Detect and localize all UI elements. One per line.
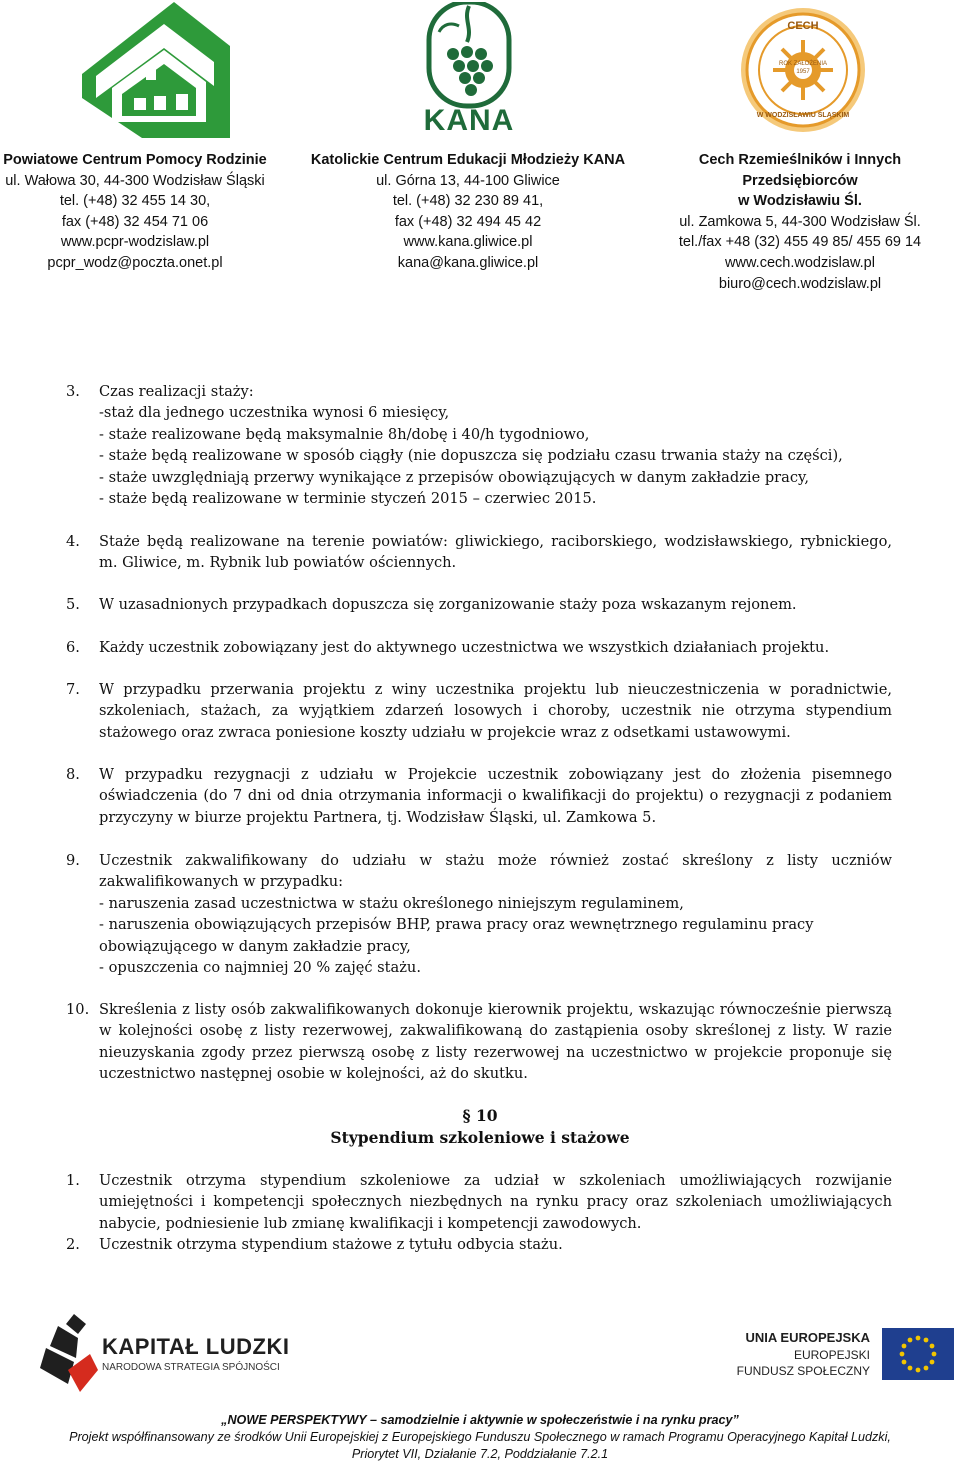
cech-email: biuro@cech.wodzislaw.pl [718,275,882,292]
pcpr-website: www.pcpr-wodzislaw.pl [60,234,210,251]
item-number: 1. [66,1172,80,1189]
cech-logo-text: CECH [787,20,819,32]
item-8 [66,764,892,828]
item-text: W przypadku przerwania projektu z winy uczestnika projektu lub nieuczestniczenia w poradnictwie, szkoleniach, stażach, za wyjątkiem zdarzeń losowych i choroby, uczestnik nie otrzyma stypendium stażowego oraz zwraca poniesione koszty udziału w projekcie wraz z odsetkami ustawowymi. [99,681,892,741]
item-number: 9. [66,852,80,869]
section-number: § 10 [462,1106,498,1125]
item-number: 10. [66,1001,90,1018]
cech-name-line2: w Wodzisławiu Śl. [738,193,862,210]
cech-address: ul. Zamkowa 5, 44-300 Wodzisław Śl. [679,213,921,230]
item-text: Uczestnik otrzyma stypendium stażowe z tytułu odbycia stażu. [99,1236,563,1253]
pcpr-name: Powiatowe Centrum Pomocy Rodzinie [3,152,267,168]
item-3 [66,381,892,509]
item-number: 7. [66,681,80,698]
kana-phone: tel. (+48) 32 230 89 41, [392,193,544,210]
cech-phone: tel./fax +48 (32) 455 49 85/ 455 69 14 [678,234,922,251]
item-text: W uzasadnionych przypadkach dopuszcza się zorganizowanie staży poza wskazanym rejonem. [99,596,797,613]
item-line: - opuszczenia co najmniej 20 % zajęć stażu. [99,959,421,977]
item-line: - naruszenia obowiązujących przepisów BHP, prawa pracy oraz wewnętrznego regulaminu pracy obowiązującego w danym zakładzie pracy, [99,916,814,955]
cech-logo-inner-text: ROK ZAŁOŻENIA 1957 [778,61,827,75]
item-number: 3. [66,383,80,400]
item-number: 5. [66,596,80,613]
pcpr-fax: fax (+48) 32 454 71 06 [61,213,209,230]
header-kana [296,150,640,274]
kl-title: KAPITAŁ LUDZKI [102,1334,290,1359]
item-5 [66,594,892,615]
kana-address: ul. Górna 13, 44-100 Gliwice [376,172,560,189]
pcpr-logo [82,2,230,138]
footer-slogan: „NOWE PERSPEKTYWY – samodzielnie i aktywnie w społeczeństwie i na rynku pracy” [221,1413,739,1427]
cech-logo-ring-text: W WODZISŁAWIU ŚLĄSKIM [756,112,850,119]
pcpr-phone: tel. (+48) 32 455 14 30, [59,193,211,210]
item-text: Uczestnik otrzyma stypendium szkoleniowe za udział w szkoleniach umożliwiających rozwijanie umiejętności i kompetencji społecznych niezbędnych na rynku pracy oraz szkoleniach umożliwiających nabycie, podniesienie lub zmianę kwalifikacji i kompetencji zawodowych. [99,1172,892,1232]
eu-title: UNIA EUROPEJSKA [745,1330,870,1345]
header-pcpr [0,150,270,274]
item-text: Każdy uczestnik zobowiązany jest do aktywnego uczestnictwa we wszystkich działaniach projektu. [99,639,830,656]
item-line: Czas realizacji staży: [99,383,254,400]
item-9 [66,850,892,978]
item-text: Staże będą realizowane na terenie powiatów: gliwickiego, raciborskiego, wodzisławskiego, rybnickiego, m. Gliwice, m. Rybnik lub powiatów ościennych. [99,533,892,572]
kana-email: kana@kana.gliwice.pl [397,254,539,271]
pcpr-email: pcpr_wodz@poczta.onet.pl [47,254,223,271]
footer-line-1: Projekt współfinansowany ze środków Unii Europejskiej z Europejskiego Funduszu Społecznego w ramach Programu Operacyjnego Kapitał Ludzki, [69,1430,891,1444]
item-number: 4. [66,533,80,550]
item-number: 8. [66,766,80,783]
item-line: - naruszenia zasad uczestnictwa w stażu określonego niniejszym regulaminem, [99,894,684,912]
kl-subtitle: NARODOWA STRATEGIA SPÓJNOŚCI [102,1362,280,1373]
eu-flag-icon [882,1328,954,1380]
item-7 [66,679,892,743]
kana-name: Katolickie Centrum Edukacji Młodzieży KANA [310,152,626,168]
stipend-item-1 [66,1170,892,1234]
item-text: W przypadku rezygnacji z udziału w Projekcie uczestnik zobowiązany jest do złożenia pisemnego oświadczenia (do 7 dni od dnia otrzymania informacji o kwalifikacji do projektu) o rezygnacji z podaniem przyczyny w biurze projektu Partnera, tj. Wodzisław Śląski, ul. Zamkowa 5. [99,766,892,826]
stipend-item-2 [66,1234,892,1255]
kana-fax: fax (+48) 32 494 45 42 [394,213,542,230]
item-line: - staże będą realizowane w sposób ciągły (nie dopuszcza się podziału czasu trwania staży na części), [99,447,843,465]
kana-logo [413,2,525,138]
header-cech [640,150,960,294]
section-title: Stypendium szkoleniowe i stażowe [330,1128,630,1147]
cech-logo [737,2,869,138]
eu-logo [736,1324,954,1396]
eu-subtitle-1: EUROPEJSKI [793,1348,870,1362]
item-number: 2. [66,1236,80,1253]
item-text: Skreślenia z listy osób zakwalifikowanych dokonuje kierownik projektu, wskazując równocześnie pierwszą w kolejności osobę z listy rezerwowej, zakwalifikowaną do zastąpienia osoby skreślonej z listy. W razie nieuzyskania zgody przez pierwszą osobę z listy rezerwowej na uczestnictwo w projekcie proponuje się uczestnictwo następnej osobie w kolejności, aż do skutku. [99,1001,892,1083]
item-line: - staże będą realizowane w terminie styczeń 2015 – czerwiec 2015. [99,490,597,508]
item-4 [66,531,892,574]
footer-line-2: Priorytet VII, Działanie 7.2, Poddziałanie 7.2.1 [351,1447,609,1461]
pcpr-address: ul. Wałowa 30, 44-300 Wodzisław Śląski [5,172,265,189]
kana-logo-text: KANA [423,104,515,137]
kana-website: www.kana.gliwice.pl [403,234,533,251]
item-text: Uczestnik zakwalifikowany do udziału w stażu może również zostać skreślony z listy uczniów zakwalifikowanych w przypadku: [99,852,892,891]
cech-name: Cech Rzemieślników i Innych Przedsiębiorców [698,152,902,189]
cech-website: www.cech.wodzislaw.pl [725,254,875,271]
item-number: 6. [66,639,80,656]
item-line: -staż dla jednego uczestnika wynosi 6 miesięcy, [99,404,450,422]
item-10 [66,999,892,1085]
item-line: - staże realizowane będą maksymalnie 8h/dobę i 40/h tygodniowo, [99,425,590,443]
kapital-ludzki-logo [38,1312,288,1396]
item-line: - staże uwzględniają przerwy wynikające z przepisów obowiązujących w danym zakładzie pracy, [99,468,809,486]
item-6 [66,637,892,658]
eu-subtitle-2: FUNDUSZ SPOŁECZNY [736,1364,870,1378]
